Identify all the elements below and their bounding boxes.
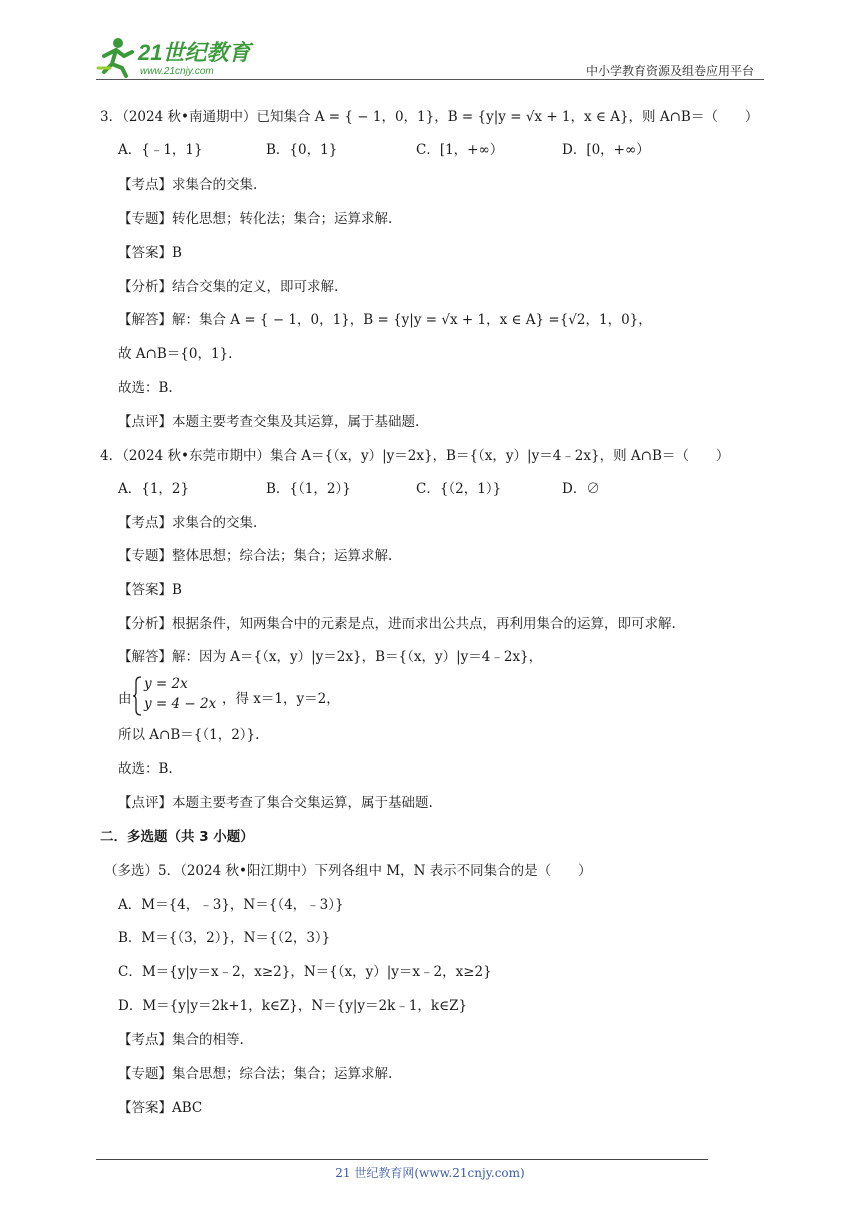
q5-kaodian: 【考点】集合的相等. <box>118 1032 244 1048</box>
section-title: 二．多选题（共 3 小题） <box>100 829 254 845</box>
q4-analysis: 【分析】根据条件，知两集合中的元素是点，进而求出公共点，再利用集合的运算，即可求解. <box>118 616 676 632</box>
left-brace-icon <box>132 676 142 716</box>
q3-comment: 【点评】本题主要考查交集及其运算，属于基础题. <box>118 414 420 430</box>
q3-option-a: A．{﹣1，1} <box>118 142 203 158</box>
q3-answer: 【答案】B <box>118 245 182 261</box>
q3-stem: 3．（2024 秋•南通期中）已知集合 A = { − 1，0，1}，B = {y|y = √x + 1，x ∈ A}，则 A∩B＝（ ） <box>100 109 759 125</box>
q3-solution: 【解答】解：集合 A = { − 1，0，1}，B = {y|y = √x + 1，x ∈ A} ={√2，1，0}， <box>118 312 652 328</box>
q4-result: ，得 x＝1，y＝2， <box>222 691 340 707</box>
q4-eq2: y = 4 − 2x <box>144 696 217 712</box>
q5-option-b: B．M＝{（3，2）}，N＝{（2，3）} <box>118 930 331 946</box>
q3-zhuanti: 【专题】转化思想；转化法；集合；运算求解. <box>118 211 393 227</box>
q4-option-d: D．∅ <box>562 481 600 497</box>
q3-kaodian: 【考点】求集合的交集. <box>118 177 258 193</box>
q3-option-d: D．[0，+∞） <box>562 142 650 158</box>
q3-option-b: B．{0，1} <box>266 142 338 158</box>
q3-options <box>118 141 650 159</box>
q4-options <box>118 480 600 498</box>
q4-option-a: A．{1，2} <box>118 481 190 497</box>
q5-option-a: A．M＝{4，﹣3}，N＝{（4，﹣3）} <box>118 897 344 913</box>
footer-divider <box>96 1159 708 1160</box>
q3-choice: 故选：B. <box>118 380 173 396</box>
platform-name: 中小学教育资源及组卷应用平台 <box>585 64 754 78</box>
q5-answer: 【答案】ABC <box>118 1100 203 1116</box>
q3-option-c: C．[1，+∞） <box>416 142 504 158</box>
q5-option-d: D．M＝{y|y＝2k+1，k∈Z}，N＝{y|y＝2k﹣1，k∈Z} <box>118 998 468 1014</box>
logo-runner-icon <box>96 34 256 80</box>
q4-eq1: y = 2x <box>144 676 188 692</box>
q4-solution: 【解答】解：因为 A＝{（x，y）|y＝2x}，B＝{（x，y）|y＝4﹣2x}， <box>118 649 543 665</box>
logo-text: 21世纪教育 <box>138 40 251 65</box>
q5-option-c: C．M＝{y|y＝x﹣2，x≥2}，N＝{（x，y）|y＝x﹣2，x≥2} <box>118 964 492 980</box>
q5-stem: （多选）5．（2024 秋•阳江期中）下列各组中 M，N 表示不同集合的是（ ） <box>104 863 592 879</box>
footer-link[interactable]: 21 世纪教育网(www.21cnjy.com) <box>335 1166 525 1180</box>
header-divider <box>96 79 764 80</box>
q3-analysis: 【分析】结合交集的定义，即可求解. <box>118 279 339 295</box>
q4-you: 由 <box>118 691 132 707</box>
q5-zhuanti: 【专题】集合思想；综合法；集合；运算求解. <box>118 1066 393 1082</box>
q4-therefore: 所以 A∩B＝{（1，2）}. <box>118 727 260 743</box>
q4-answer: 【答案】B <box>118 582 182 598</box>
q4-option-b: B．{（1，2）} <box>266 481 351 497</box>
q4-stem: 4．（2024 秋•东莞市期中）集合 A＝{（x，y）|y＝2x}，B＝{（x，y）|y＝4﹣2x}，则 A∩B＝（ ） <box>100 448 730 464</box>
q4-zhuanti: 【专题】整体思想；综合法；集合；运算求解. <box>118 548 393 564</box>
q4-option-c: C．{（2，1）} <box>416 481 502 497</box>
q4-comment: 【点评】本题主要考查了集合交集运算，属于基础题. <box>118 795 433 811</box>
site-logo <box>96 34 256 80</box>
q4-choice: 故选：B. <box>118 761 173 777</box>
logo-url: www.21cnjy.com <box>140 66 214 77</box>
q4-kaodian: 【考点】求集合的交集. <box>118 515 258 531</box>
q3-solution-result: 故 A∩B＝{0，1}. <box>118 346 233 362</box>
